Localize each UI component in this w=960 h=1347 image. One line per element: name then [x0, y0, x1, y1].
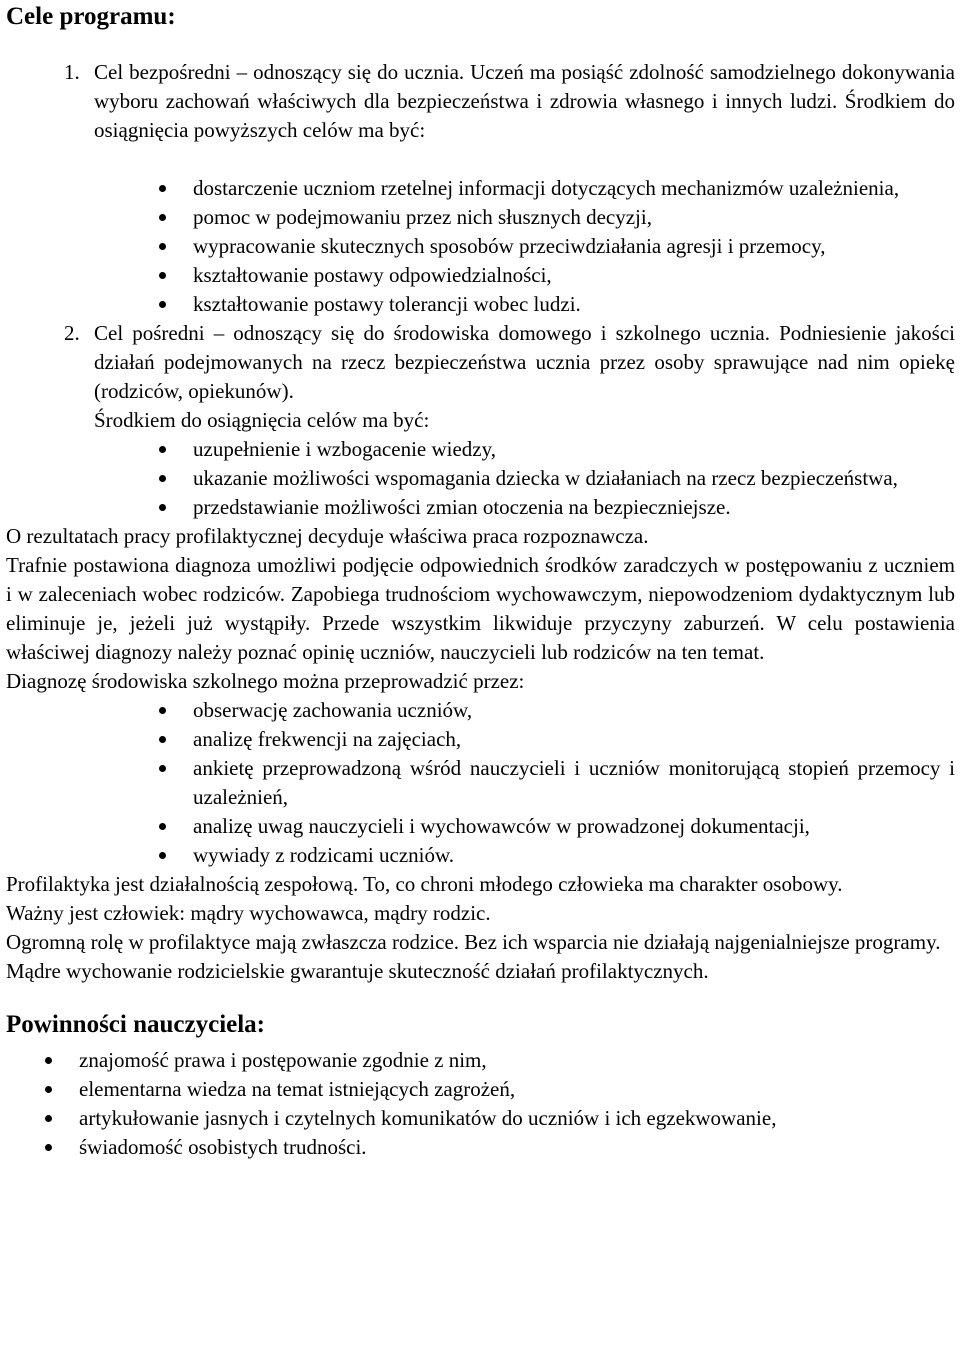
list-item: dostarczenie uczniom rzetelnej informacji dotyczących mechanizmów uzależnienia,: [6, 174, 955, 203]
list-item: znajomość prawa i postępowanie zgodnie z nim,: [6, 1046, 955, 1075]
goal-2-text: Cel pośredni – odnoszący się do środowiska domowego i szkolnego ucznia. Podniesienie jakości działań podejmowanych na rzecz bezpieczeństwa ucznia przez osoby sprawujące nad nim opiekę (rodziców, opiekunów).: [94, 321, 955, 403]
goal-2: [6, 319, 955, 406]
goal-1-text: Cel bezpośredni – odnoszący się do ucznia. Uczeń ma posiąść zdolność samodzielnego dokonywania wyboru zachowań właściwych dla bezpieczeństwa i zdrowia własnego i innych ludzi. Środkiem do osiągnięcia powyższych celów ma być:: [94, 60, 955, 142]
goal-2-means: Środkiem do osiągnięcia celów ma być:: [94, 408, 430, 432]
list-item: przedstawianie możliwości zmian otoczenia na bezpieczniejsze.: [6, 493, 955, 522]
paragraph: Profilaktyka jest działalnością zespołową. To, co chroni młodego człowieka ma charakter osobowy.: [6, 872, 843, 896]
paragraph: Diagnozę środowiska szkolnego można przeprowadzić przez:: [6, 669, 525, 693]
paragraph: Ogromną rolę w profilaktyce mają zwłaszcza rodzice. Bez ich wsparcia nie działają najgenialniejsze programy.: [6, 930, 941, 954]
paragraph: Trafnie postawiona diagnoza umożliwi podjęcie odpowiednich środków zaradczych w postępowaniu z uczniem i w zaleceniach wobec rodziców. Zapobiega trudnościom wychowawczym, niepowodzeniom dydaktycznym lub eliminuje je, jeżeli już wystąpiły. Przede wszystkim likwiduje przyczyny zaburzeń. W celu postawienia właściwej diagnozy należy poznać opinię uczniów, nauczycieli lub rodziców na ten temat.: [6, 553, 955, 664]
list-item: kształtowanie postawy odpowiedzialności,: [6, 261, 955, 290]
list-item: kształtowanie postawy tolerancji wobec ludzi.: [6, 290, 955, 319]
paragraph: Mądre wychowanie rodzicielskie gwarantuje skuteczność działań profilaktycznych.: [6, 959, 709, 983]
goal-1: [6, 58, 955, 145]
list-item: wywiady z rodzicami uczniów.: [6, 841, 955, 870]
list-item: ankietę przeprowadzoną wśród nauczycieli i uczniów monitorującą stopień przemocy i uzależnień,: [6, 754, 955, 812]
list-item: obserwację zachowania uczniów,: [6, 696, 955, 725]
list-item: analizę frekwencji na zajęciach,: [6, 725, 955, 754]
list-item: świadomość osobistych trudności.: [6, 1133, 955, 1162]
list-item: elementarna wiedza na temat istniejących zagrożeń,: [6, 1075, 955, 1104]
list-item: ukazanie możliwości wspomagania dziecka w działaniach na rzecz bezpieczeństwa,: [6, 464, 955, 493]
goal-2-list: [6, 435, 955, 522]
heading-goals: Cele programu:: [6, 3, 176, 30]
list-item: wypracowanie skutecznych sposobów przeciwdziałania agresji i przemocy,: [6, 232, 955, 261]
goal-1-number: 1.: [64, 60, 80, 84]
list-item: analizę uwag nauczycieli i wychowawców w prowadzonej dokumentacji,: [6, 812, 955, 841]
list-item: uzupełnienie i wzbogacenie wiedzy,: [6, 435, 955, 464]
heading-duties: Powinności nauczyciela:: [6, 1011, 266, 1038]
goal-2-number: 2.: [64, 321, 80, 345]
diagnosis-list: [6, 696, 955, 870]
paragraph: Ważny jest człowiek: mądry wychowawca, mądry rodzic.: [6, 901, 491, 925]
goals-section: [6, 58, 955, 1162]
duties-list: [6, 1046, 955, 1162]
paragraph: O rezultatach pracy profilaktycznej decyduje właściwa praca rozpoznawcza.: [6, 524, 649, 548]
list-item: pomoc w podejmowaniu przez nich słusznych decyzji,: [6, 203, 955, 232]
goal-1-list: [6, 174, 955, 319]
list-item: artykułowanie jasnych i czytelnych komunikatów do uczniów i ich egzekwowanie,: [6, 1104, 955, 1133]
